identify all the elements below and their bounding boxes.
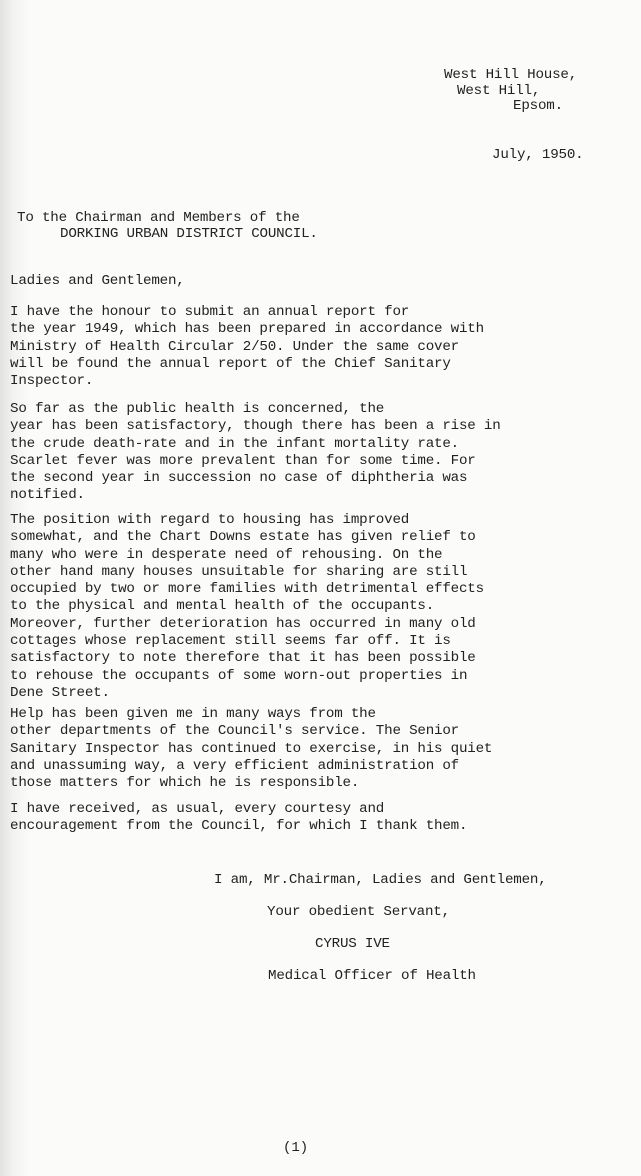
salutation: Ladies and Gentlemen,: [10, 273, 185, 289]
closing-line-1: I am, Mr.Chairman, Ladies and Gentlemen,: [214, 872, 547, 888]
address-line-1: West Hill House,: [444, 67, 578, 83]
signatory-title: Medical Officer of Health: [268, 968, 476, 984]
paragraph-1: I have the honour to submit an annual report for the year 1949, which has been prepared in accordance with Ministry of Health Circular 2/50. Under the same cover will be found the annual report of the Chief Sanitary Inspector.: [10, 304, 484, 390]
recipient-line-2: DORKING URBAN DISTRICT COUNCIL.: [60, 226, 318, 242]
paragraph-5: I have received, as usual, every courtesy and encouragement from the Council, for which I thank them.: [10, 801, 468, 835]
paragraph-2: So far as the public health is concerned, the year has been satisfactory, though there has been a rise in the crude death-rate and in the infant mortality rate. Scarlet fever was more prevalent than for some time. For the second year in succession no case of diphtheria was notified.: [10, 401, 501, 504]
paragraph-3: The position with regard to housing has improved somewhat, and the Chart Downs estate has given relief to many who were in desperate need of rehousing. On the other hand many houses unsuitable for sharing are still occupied by two or more families with detrimental effects to the physical and mental health of the occupants. Moreover, further deterioration has occurred in many old cottages whose replacement still seems far off. It is satisfactory to note therefore that it has been possible to rehouse the occupants of some worn-out properties in Dene Street.: [10, 512, 484, 701]
closing-line-2: Your obedient Servant,: [267, 904, 450, 920]
address-line-3: Epsom.: [513, 98, 563, 114]
letter-date: July, 1950.: [492, 147, 584, 163]
address-line-2: West Hill,: [457, 83, 541, 99]
paragraph-4: Help has been given me in many ways from the other departments of the Council's service. The Senior Sanitary Inspector has continued to exercise, in his quiet and unassuming way, a very efficient administration of those matters for which he is responsible.: [10, 706, 493, 792]
page-number: (1): [283, 1140, 309, 1156]
recipient-line-1: To the Chairman and Members of the: [17, 210, 300, 226]
signatory-name: CYRUS IVE: [315, 936, 390, 952]
